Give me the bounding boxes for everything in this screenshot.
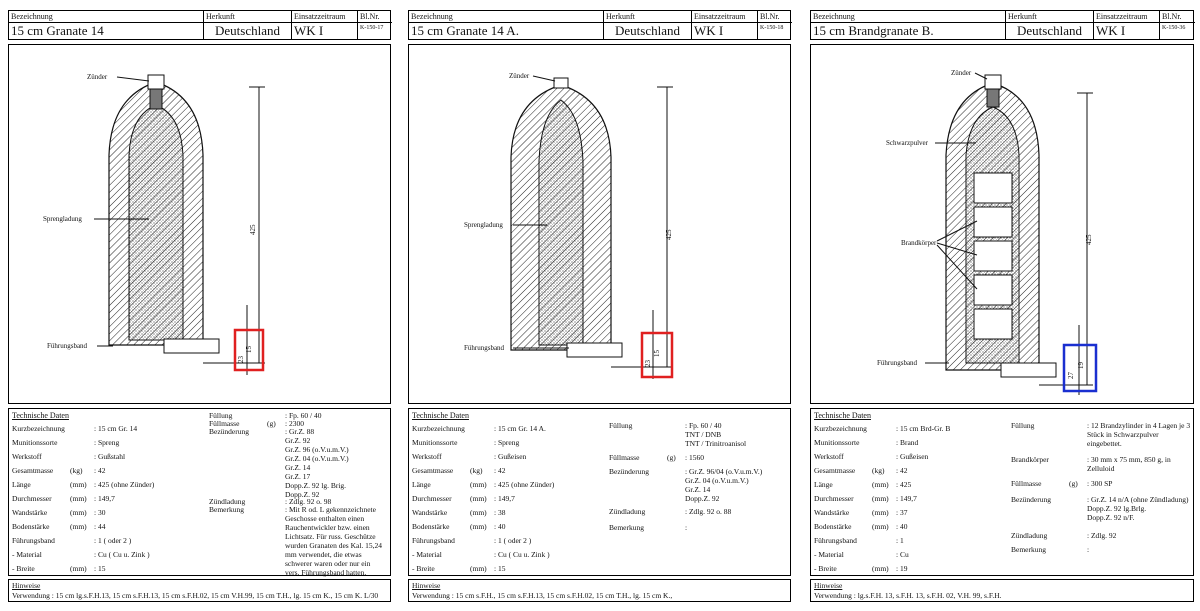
tech-title: Technische Daten bbox=[814, 411, 871, 420]
shell-drawing bbox=[8, 44, 391, 404]
label-sprengladung: Sprengladung bbox=[464, 221, 503, 229]
tech-value: : 12 Brandzylinder in 4 Lagen je 3 Stück in Schwarzpulver eingebettet. bbox=[1087, 421, 1191, 448]
einsatz-value: WK I bbox=[1096, 23, 1126, 38]
usage-footer bbox=[408, 579, 791, 602]
driving-band bbox=[567, 343, 622, 357]
shell-drawing bbox=[408, 44, 791, 404]
sheet-title: 15 cm Brandgranate B. bbox=[813, 23, 934, 38]
length-label: 425 bbox=[1085, 234, 1093, 245]
tech-key: Füllung bbox=[209, 411, 233, 420]
blnr-value: K-150-18 bbox=[760, 25, 784, 31]
tech-key: Bezünderung bbox=[609, 467, 649, 476]
technical-data: Technische Daten Kurzbezeichnung : 15 cm Brd-Gr. B Munitionssorte : Brand Werkstoff : Gußeisen Gesamtmasse (kg) : 42 Länge (mm) : 425 Durchmesser (mm) : 149,7 Wandstärke (mm) : 37 Bodenstärke (mm) : 40 Führungsband : 1 - Material : Cu - Breite (mm) : 19 Füllung : 12 Brandzylinder in 4 Lagen je 3 Stück in Schwarzpulver eingebettet. Brandkörper : 30 mm x 75 mm, 850 g, in Zelluloid Füllmasse (g) : 300 SP Bezünderung : Gr.Z. 14 n/A (ohne Zündladung) Dopp.Z. 92 lg.Brlg. Dopp.Z. 92 n/F. Zündladung : Zdlg. 92 Bemerkung : bbox=[810, 408, 1194, 576]
verwendung-text: Verwendung : 15 cm lg.s.F.H.13, 15 cm s.F.H.13, 15 cm s.F.H.02, 15 cm V.H.99, 15 cm T.H., lg. 15 cm K., 15 cm K. L/30 bbox=[12, 591, 379, 600]
tech-key: Zündladung bbox=[209, 497, 246, 506]
herkunft-value: Deutschland bbox=[615, 23, 680, 38]
fuze bbox=[985, 75, 1001, 89]
dim-label-2: 23 bbox=[644, 360, 652, 367]
label-blnr: Bl.Nr. bbox=[360, 12, 380, 21]
explosive-cavity bbox=[129, 105, 183, 340]
tech-title: Technische Daten bbox=[12, 411, 69, 420]
sheet-header bbox=[8, 10, 391, 40]
blnr-value: K-150-36 bbox=[1162, 25, 1186, 31]
herkunft-value: Deutschland bbox=[1017, 23, 1082, 38]
blnr-value: K-150-17 bbox=[360, 25, 384, 31]
sheet-header bbox=[408, 10, 791, 40]
verwendung-text: Verwendung : lg.s.F.H. 13, s.F.H. 13, s.F.H. 02, V.H. 99, s.F.H. bbox=[814, 591, 1002, 600]
tech-value: : Gr.Z. 96/04 (o.V.u.m.V.) Gr.Z. 04 (o.V.u.m.V.) Gr.Z. 14 Dopp.Z. 92 bbox=[685, 467, 763, 503]
tech-value: : 30 mm x 75 mm, 850 g, in Zelluloid bbox=[1087, 455, 1171, 473]
tech-value: : 1560 bbox=[685, 453, 704, 462]
tech-key: Füllung bbox=[1011, 421, 1035, 430]
label-brandkoerper: Brandkörper bbox=[901, 239, 937, 247]
tech-key: Bezünderung bbox=[1011, 495, 1051, 504]
label-fuehrungsband: Führungsband bbox=[47, 342, 88, 350]
tech-title: Technische Daten bbox=[412, 411, 469, 420]
shell-cross-section bbox=[409, 45, 792, 405]
herkunft-value: Deutschland bbox=[215, 23, 280, 38]
tech-key: Bemerkung bbox=[1011, 545, 1046, 554]
label-bezeichnung: Bezeichnung bbox=[11, 12, 53, 21]
label-blnr: Bl.Nr. bbox=[1162, 12, 1182, 21]
dim-label-2: 23 bbox=[237, 356, 245, 363]
label-zuender: Zünder bbox=[951, 69, 972, 77]
hinweise-label: Hinweise bbox=[12, 581, 41, 590]
length-label: 425 bbox=[665, 229, 673, 240]
technical-data: Technische Daten Kurzbezeichnung : 15 cm Gr. 14 Munitionssorte : Spreng Werkstoff : Gußstahl Gesamtmasse (kg) : 42 Länge (mm) : 425 (ohne Zünder) Durchmesser (mm) : 149,7 Wandstärke (mm) : 30 Bodenstärke (mm) : 44 Führungsband : 1 ( oder 2 ) - Material : Cu ( Cu u. Zink ) - Breite (mm) : 15 Füllung : Fp. 60 / 40 Füllmasse (g) : 2300 Bezünderung : Gr.Z. 88 Gr.Z. 92 Gr.Z. 96 (o.V.u.m.V.) Gr.Z. 04 (o.V.u.m.V.) Gr.Z. 14 Gr.Z. 17 Dopp.Z. 92 lg. Brig. Dopp.Z. 92 Zündladung : Zdlg. 92 o. 98 Bemerkung : Mit R od. L gekennzeichnete Geschosse enthalten einen Rauchentwickler bzw. einen Lichtsatz. Für russ. Geschütze wurden Granaten des Kal. 15,24 mm verwendet, die etwas schwerer waren oder nur ein vers. Führungsband hatten. bbox=[8, 408, 391, 576]
tech-value: : Gr.Z. 88 Gr.Z. 92 Gr.Z. 96 (o.V.u.m.V.) Gr.Z. 04 (o.V.u.m.V.) Gr.Z. 14 Gr.Z. 17 Dopp.Z. 92 lg. Brig. Dopp.Z. 92 bbox=[285, 427, 349, 499]
shell-cross-section bbox=[811, 45, 1195, 405]
datasheet-1 bbox=[8, 10, 391, 602]
tech-value: : 300 SP bbox=[1087, 479, 1113, 488]
tech-key: Zündladung bbox=[1011, 531, 1048, 540]
tech-unit: (g) bbox=[1069, 479, 1078, 488]
usage-footer bbox=[8, 579, 391, 602]
tech-value: : Gr.Z. 14 n/A (ohne Zündladung) Dopp.Z. 92 lg.Brlg. Dopp.Z. 92 n/F. bbox=[1087, 495, 1189, 522]
dim-label-1: 15 bbox=[653, 350, 661, 357]
technical-data: Technische Daten Kurzbezeichnung : 15 cm Gr. 14 A. Munitionssorte : Spreng Werkstoff : Gußeisen Gesamtmasse (kg) : 42 Länge (mm) : 425 (ohne Zünder) Durchmesser (mm) : 149,7 Wandstärke (mm) : 38 Bodenstärke (mm) : 40 Führungsband : 1 ( oder 2 ) - Material : Cu ( Cu u. Zink ) - Breite (mm) : 15 Füllung : Fp. 60 / 40 TNT / DNB TNT / Trinitroanisol Füllmasse (g) : 1560 Bezünderung : Gr.Z. 96/04 (o.V.u.m.V.) Gr.Z. 04 (o.V.u.m.V.) Gr.Z. 14 Dopp.Z. 92 Zündladung : Zdlg. 92 o. 88 Bemerkung : bbox=[408, 408, 791, 576]
dim-label-2: 27 bbox=[1067, 372, 1075, 379]
tech-key: Füllmasse bbox=[209, 419, 240, 428]
tech-value: : Zdlg. 92 bbox=[1087, 531, 1117, 540]
verwendung-text: Verwendung : 15 cm s.F.H., 15 cm s.F.H.13, 15 cm s.F.H.02, 15 cm T.H., lg. 15 cm K., bbox=[412, 591, 673, 600]
label-einsatz: Einsatzzeitraum bbox=[694, 12, 746, 21]
tech-value: : Fp. 60 / 40 bbox=[285, 411, 322, 420]
sheet-header bbox=[810, 10, 1194, 40]
label-herkunft: Herkunft bbox=[1008, 12, 1037, 21]
tech-key: Füllmasse bbox=[609, 453, 640, 462]
label-sprengladung: Sprengladung bbox=[43, 215, 82, 223]
label-fuehrungsband: Führungsband bbox=[464, 344, 505, 352]
label-bezeichnung: Bezeichnung bbox=[813, 12, 855, 21]
label-einsatz: Einsatzzeitraum bbox=[294, 12, 346, 21]
tech-value: : 2300 bbox=[285, 419, 304, 428]
label-zuender: Zünder bbox=[87, 73, 108, 81]
datasheet-2 bbox=[408, 10, 791, 602]
sheet-title: 15 cm Granate 14 bbox=[11, 23, 104, 38]
tech-value: : Mit R od. L gekennzeichnete Geschosse enthalten einen Rauchentwickler bzw. einen Lichtsatz. Für russ. Geschütze wurden Granaten des Kal. 15,24 mm verwendet, die etwas schwerer waren oder nur ein vers. Führungsband hatten. bbox=[285, 505, 383, 577]
length-label: 425 bbox=[249, 224, 257, 235]
sheet-title: 15 cm Granate 14 A. bbox=[411, 23, 519, 38]
driving-band bbox=[164, 339, 219, 353]
fuze bbox=[148, 75, 164, 89]
einsatz-value: WK I bbox=[294, 23, 324, 38]
label-einsatz: Einsatzzeitraum bbox=[1096, 12, 1148, 21]
tech-key: Bezünderung bbox=[209, 427, 249, 436]
einsatz-value: WK I bbox=[694, 23, 724, 38]
label-herkunft: Herkunft bbox=[606, 12, 635, 21]
label-schwarzpulver: Schwarzpulver bbox=[886, 139, 928, 147]
tech-key: Brandkörper bbox=[1011, 455, 1049, 464]
usage-footer bbox=[810, 579, 1194, 602]
label-fuehrungsband: Führungsband bbox=[877, 359, 918, 367]
tech-value: : bbox=[685, 523, 688, 532]
label-blnr: Bl.Nr. bbox=[760, 12, 780, 21]
incendiary-cylinders bbox=[974, 173, 1012, 339]
tech-key: Füllmasse bbox=[1011, 479, 1042, 488]
tech-unit: (g) bbox=[667, 453, 676, 462]
tech-key: Bemerkung bbox=[609, 523, 644, 532]
explosive-cavity bbox=[539, 100, 583, 345]
tech-value: : Zdlg. 92 o. 98 bbox=[285, 497, 332, 506]
tech-key: Zündladung bbox=[609, 507, 646, 516]
tech-unit: (g) bbox=[267, 419, 276, 428]
driving-band bbox=[1001, 363, 1056, 377]
shell-drawing bbox=[810, 44, 1194, 404]
dim-label-1: 15 bbox=[245, 346, 253, 353]
shell-cross-section bbox=[9, 45, 392, 405]
tech-key: Bemerkung bbox=[209, 505, 244, 514]
label-herkunft: Herkunft bbox=[206, 12, 235, 21]
hinweise-label: Hinweise bbox=[814, 581, 843, 590]
hinweise-label: Hinweise bbox=[412, 581, 441, 590]
dim-label-1: 19 bbox=[1077, 362, 1085, 369]
tech-key: Füllung bbox=[609, 421, 633, 430]
tech-value: : bbox=[1087, 545, 1090, 554]
label-bezeichnung: Bezeichnung bbox=[411, 12, 453, 21]
tech-value: : Fp. 60 / 40 TNT / DNB TNT / Trinitroanisol bbox=[685, 421, 747, 448]
datasheet-3 bbox=[810, 10, 1194, 602]
label-zuender: Zünder bbox=[509, 72, 530, 80]
fuze bbox=[554, 78, 568, 88]
tech-value: : Zdlg. 92 o. 88 bbox=[685, 507, 732, 516]
